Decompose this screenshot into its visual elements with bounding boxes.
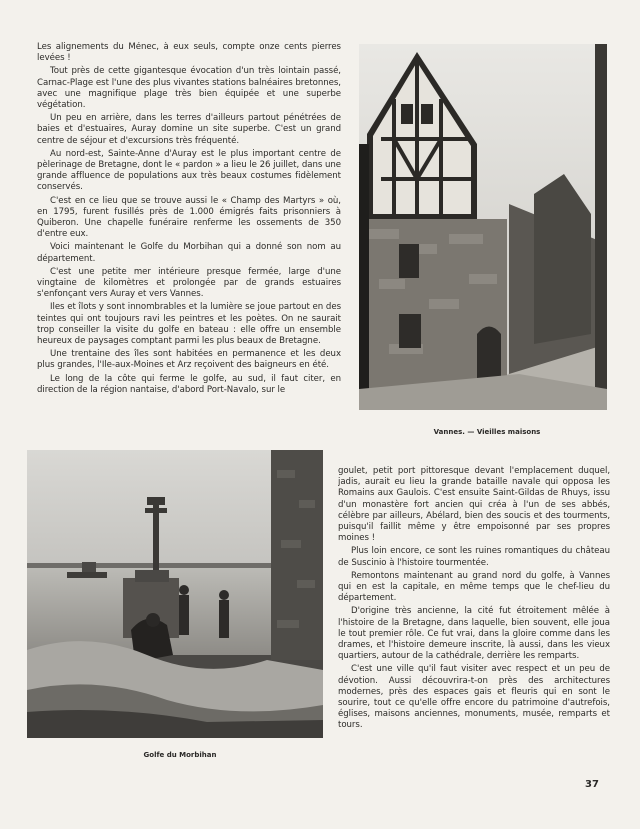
paragraph: Les alignements du Ménec, à eux seuls, compte onze cents pierres levées ! — [37, 42, 341, 64]
paragraph: Au nord-est, Sainte-Anne d'Auray est le plus important centre de pèlerinage de Bretagne, dont le « pardon » a lieu le 26 juillet, dans une grande affluence de populations aux très beaux costumes fidèlement conservés. — [37, 148, 341, 193]
paragraph: Plus loin encore, ce sont les ruines romantiques du château de Suscinio à l'histoire tourmentée. — [338, 546, 610, 568]
paragraph: Tout près de cette gigantesque évocation d'un très lointain passé, Carnac-Plage est l'une des plus vivantes stations balnéaires bretonnes, avec une magnifique plage très bien équipée et une superbe végétation. — [37, 66, 341, 111]
paragraph: Remontons maintenant au grand nord du golfe, à Vannes qui en est la capitale, en même temps que le chef-lieu du département. — [338, 570, 610, 604]
paragraph: Voici maintenant le Golfe du Morbihan qui a donné son nom au département. — [37, 242, 341, 264]
caption-golfe: Golfe du Morbihan — [143, 751, 217, 759]
right-text-column — [338, 466, 610, 776]
paragraph: C'est une ville qu'il faut visiter avec respect et un peu de dévotion. Aussi découvrira-t-on près des architectures modernes, près des espaces gais et fleuris qui en sont le sourire, tout ce qu'elle offre encore du patrimoine d'autrefois, églises, maisons anciennes, monuments, musée, remparts et tours. — [338, 664, 610, 731]
paragraph: Iles et îlots y sont innombrables et la lumière se joue partout en des teintes qui ont toujours ravi les peintres et les poètes. On ne saurait trop conseiller la visite du golfe en bateau : elle offre un ensemble heureux de paysages comptant parmi les plus beaux de Bretagne. — [37, 302, 341, 347]
paragraph: Une trentaine des îles sont habitées en permanence et les deux plus grandes, l'Ile-aux-Moines et Arz reçoivent des baigneurs en été. — [37, 349, 341, 371]
gulf-illustration — [27, 450, 323, 738]
left-text-column — [37, 42, 341, 430]
paragraph: D'origine très ancienne, la cité fut étroitement mêlée à l'histoire de la Bretagne, dans laquelle, bien souvent, elle joua le tout premier rôle. Ce fut vrai, dans la gloire comme dans les drames, et l'histoire demeure inscrite, là aussi, dans les vieux quartiers, autour de la cathédrale, derrière les remparts. — [338, 606, 610, 662]
paragraph: C'est en ce lieu que se trouve aussi le « Champ des Martyrs » où, en 1795, furent fusillés près de 1.000 émigrés faits prisonniers à Quiberon. Une chapelle funéraire renferme les ossements de 350 d'entre eux. — [37, 195, 341, 240]
paragraph: C'est une petite mer intérieure presque fermée, large d'une vingtaine de kilomètres et prolongée par de grands estuaires s'enfonçant vers Auray et vers Vannes. — [37, 266, 341, 300]
caption-vannes: Vannes. — Vieilles maisons — [433, 428, 541, 436]
paragraph: Le long de la côte qui ferme le golfe, au sud, il faut citer, en direction de la région nantaise, d'abord Port-Navalo, sur le — [37, 373, 341, 395]
paragraph: Un peu en arrière, dans les terres d'ailleurs partout pénétrées de baies et d'estuaires, Auray domine un site superbe. C'est un grand centre de séjour et d'excursions très fréquenté. — [37, 113, 341, 146]
page-number: 37 — [585, 779, 599, 790]
photo-golfe-du-morbihan — [27, 450, 323, 738]
paragraph: goulet, petit port pittoresque devant l'emplacement duquel, jadis, aurait eu lieu la grande bataille navale qui opposa les Romains aux Gaulois. C'est ensuite Saint-Gildas de Rhuys, issu d'un monastère fort ancien qui créa à l'un de ses abbés, célèbre par ailleurs, Abélard, bien des soucis et des tourments, puisqu'il faillit même y être empoisonné par ses propres moines ! — [338, 466, 610, 544]
old-houses-illustration — [359, 44, 607, 410]
photo-vannes-old-houses — [359, 44, 607, 410]
